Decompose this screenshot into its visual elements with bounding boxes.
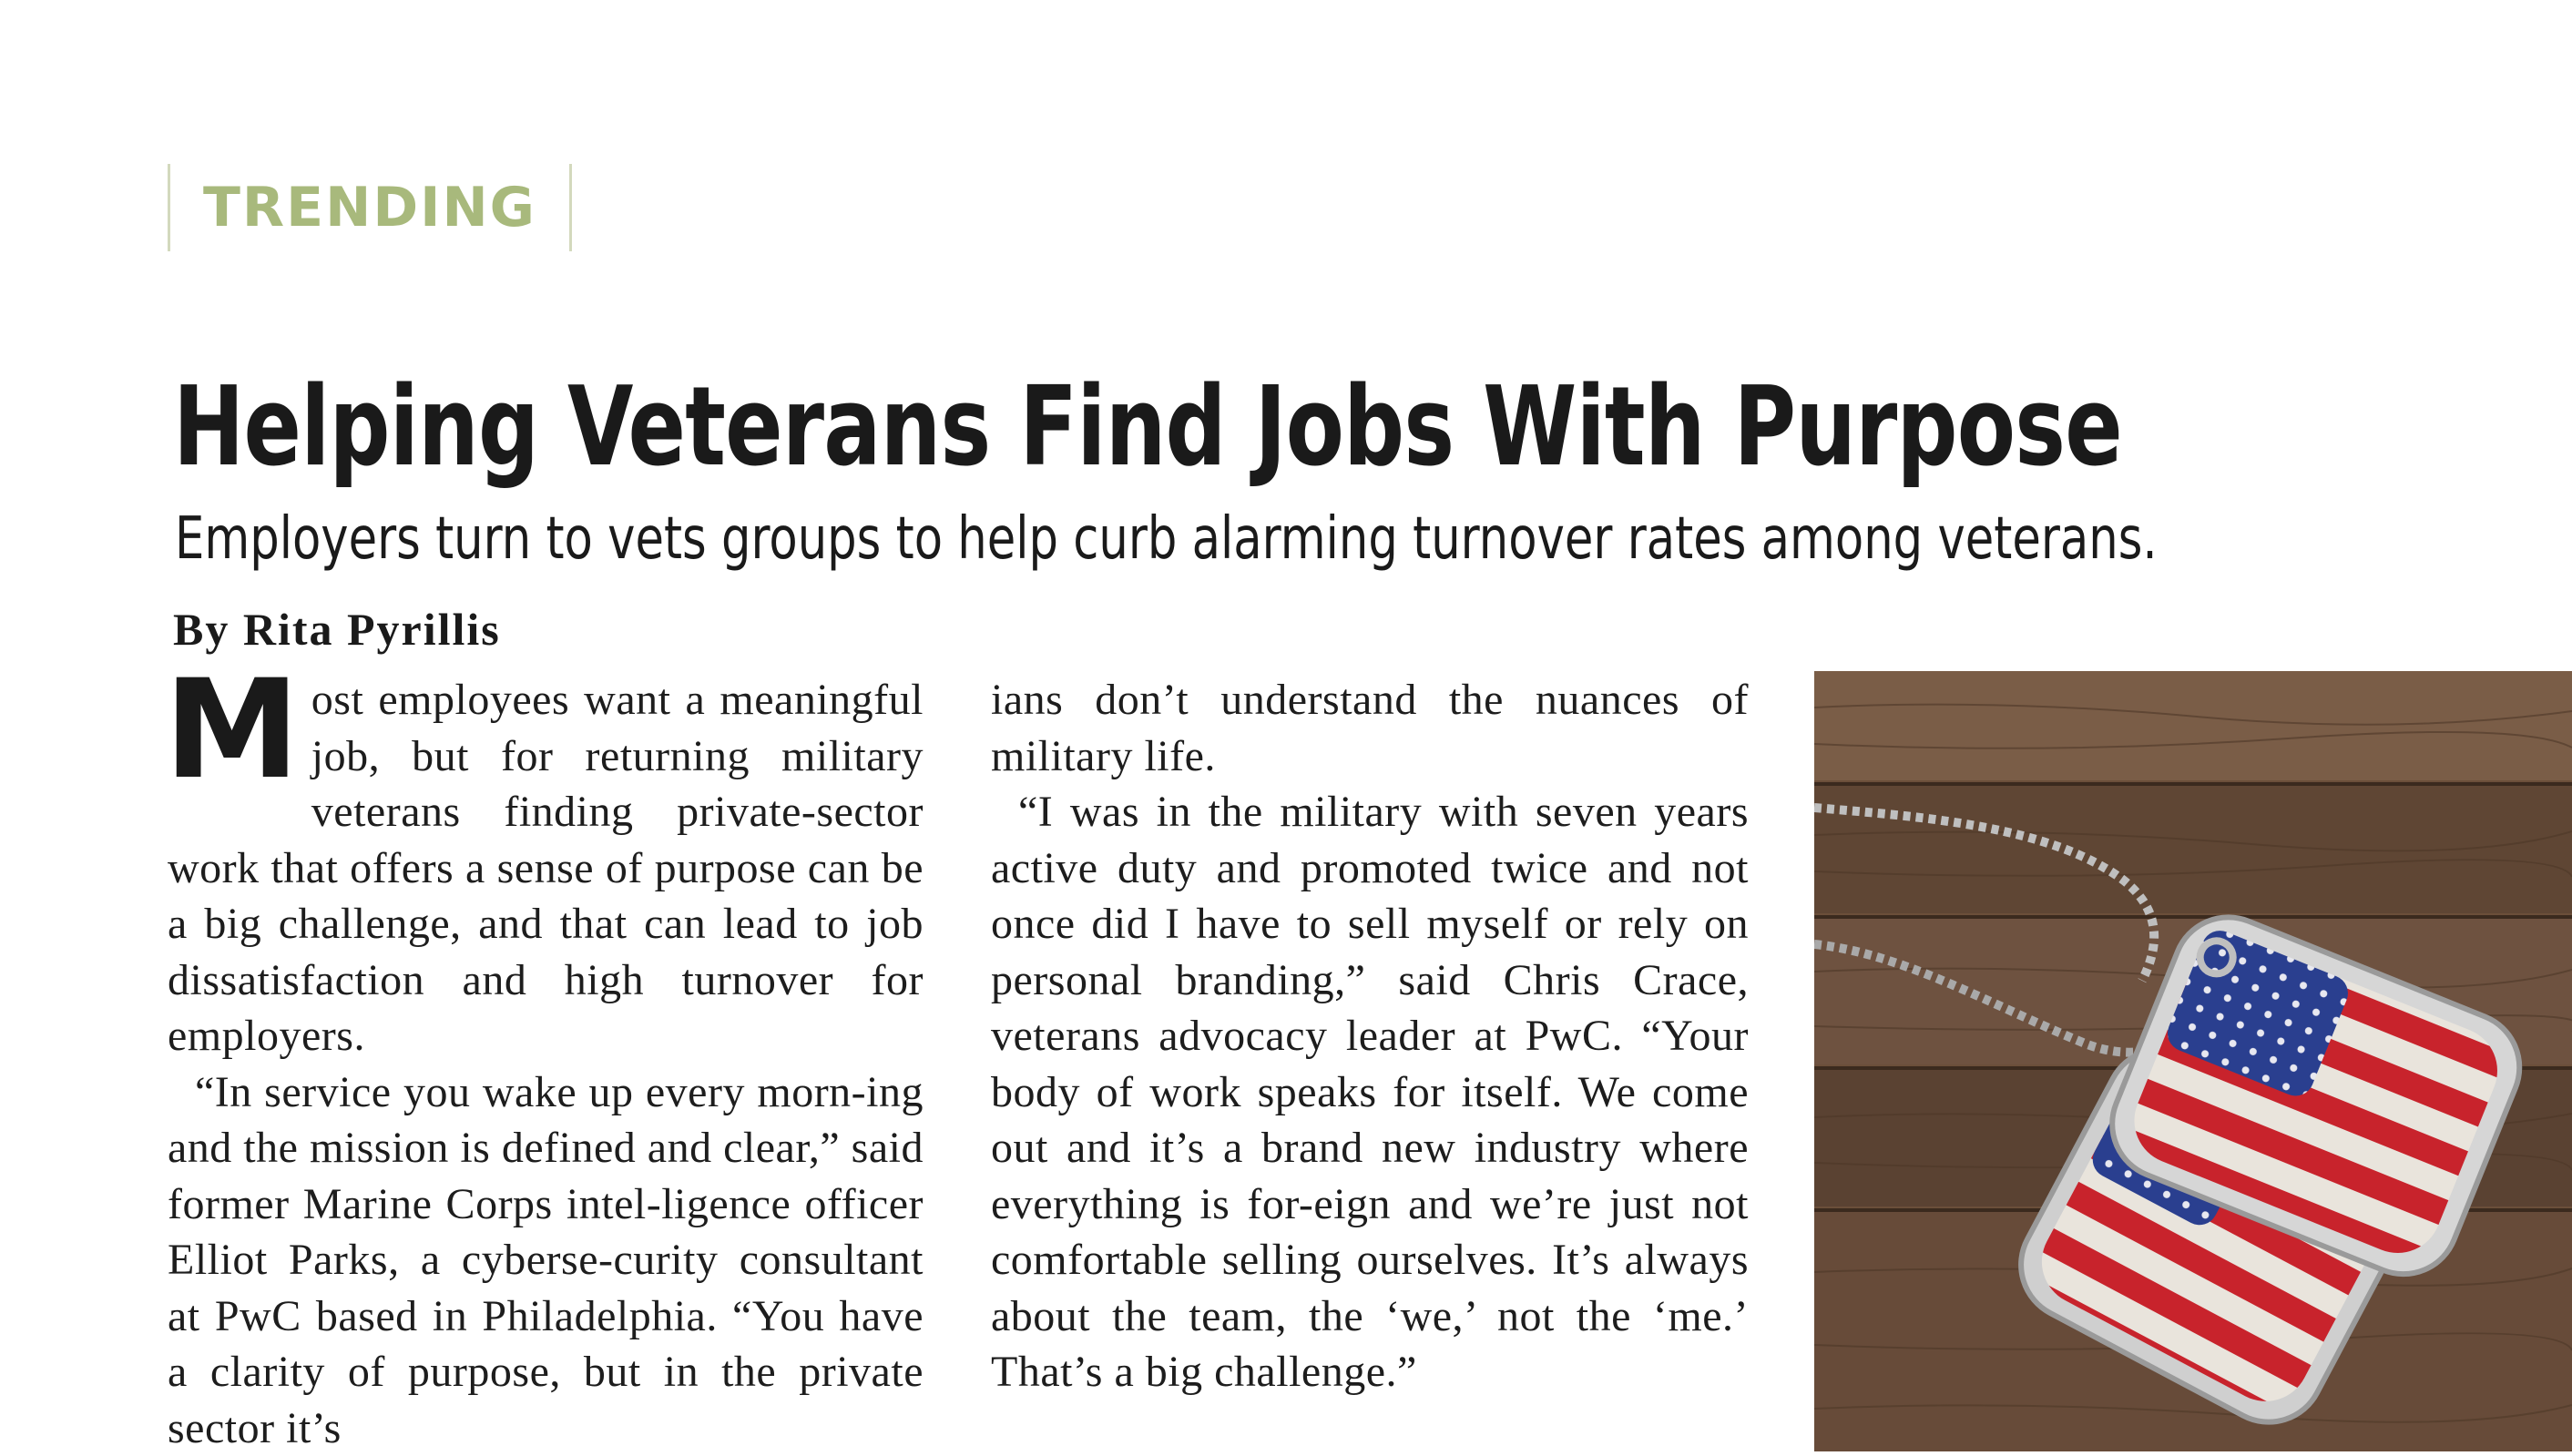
byline: By Rita Pyrillis xyxy=(173,603,501,656)
section-tag xyxy=(168,164,572,251)
paragraph-2: “In service you wake up every morn-ing and the mission is defined and clear,” said former Marine Corps intel-ligence officer Elliot Parks, a cyberse-curity consultant at PwC based in Philadelphia. “You have a clarity of purpose, but in the private sector it’s xyxy=(168,1064,924,1456)
paragraph-1 xyxy=(168,672,924,1064)
paragraph-1-text: ost employees want a meaningful job, but for returning military veterans finding private-sector work that offers a sense of purpose can be a big challenge, and that can lead to job dissatisfaction and high turnover for employers. xyxy=(168,676,924,1060)
article-column-1 xyxy=(168,672,924,1456)
dek-subtitle: Employers turn to vets groups to help curb alarming turnover rates among veterans. xyxy=(175,503,2158,575)
article-column-2 xyxy=(991,672,1749,1400)
dog-tags-image xyxy=(1814,671,2572,1451)
paragraph-3: ians don’t understand the nuances of military life. xyxy=(991,672,1749,784)
paragraph-4: “I was in the military with seven years active duty and promoted twice and not once did I have to sell myself or rely on personal branding,” said Chris Crace, veterans advocacy leader at PwC. “Your body of work speaks for itself. We come out and it’s a brand new industry where everything is for-eign and we’re just not comfortable selling ourselves. It’s always about the team, the ‘we,’ not the ‘me.’ That’s a big challenge.” xyxy=(991,784,1749,1400)
section-tag-label: TRENDING xyxy=(203,176,536,239)
article-photo xyxy=(1814,671,2572,1451)
drop-cap: M xyxy=(164,676,301,785)
headline: Helping Veterans Find Jobs With Purpose xyxy=(173,364,2122,492)
